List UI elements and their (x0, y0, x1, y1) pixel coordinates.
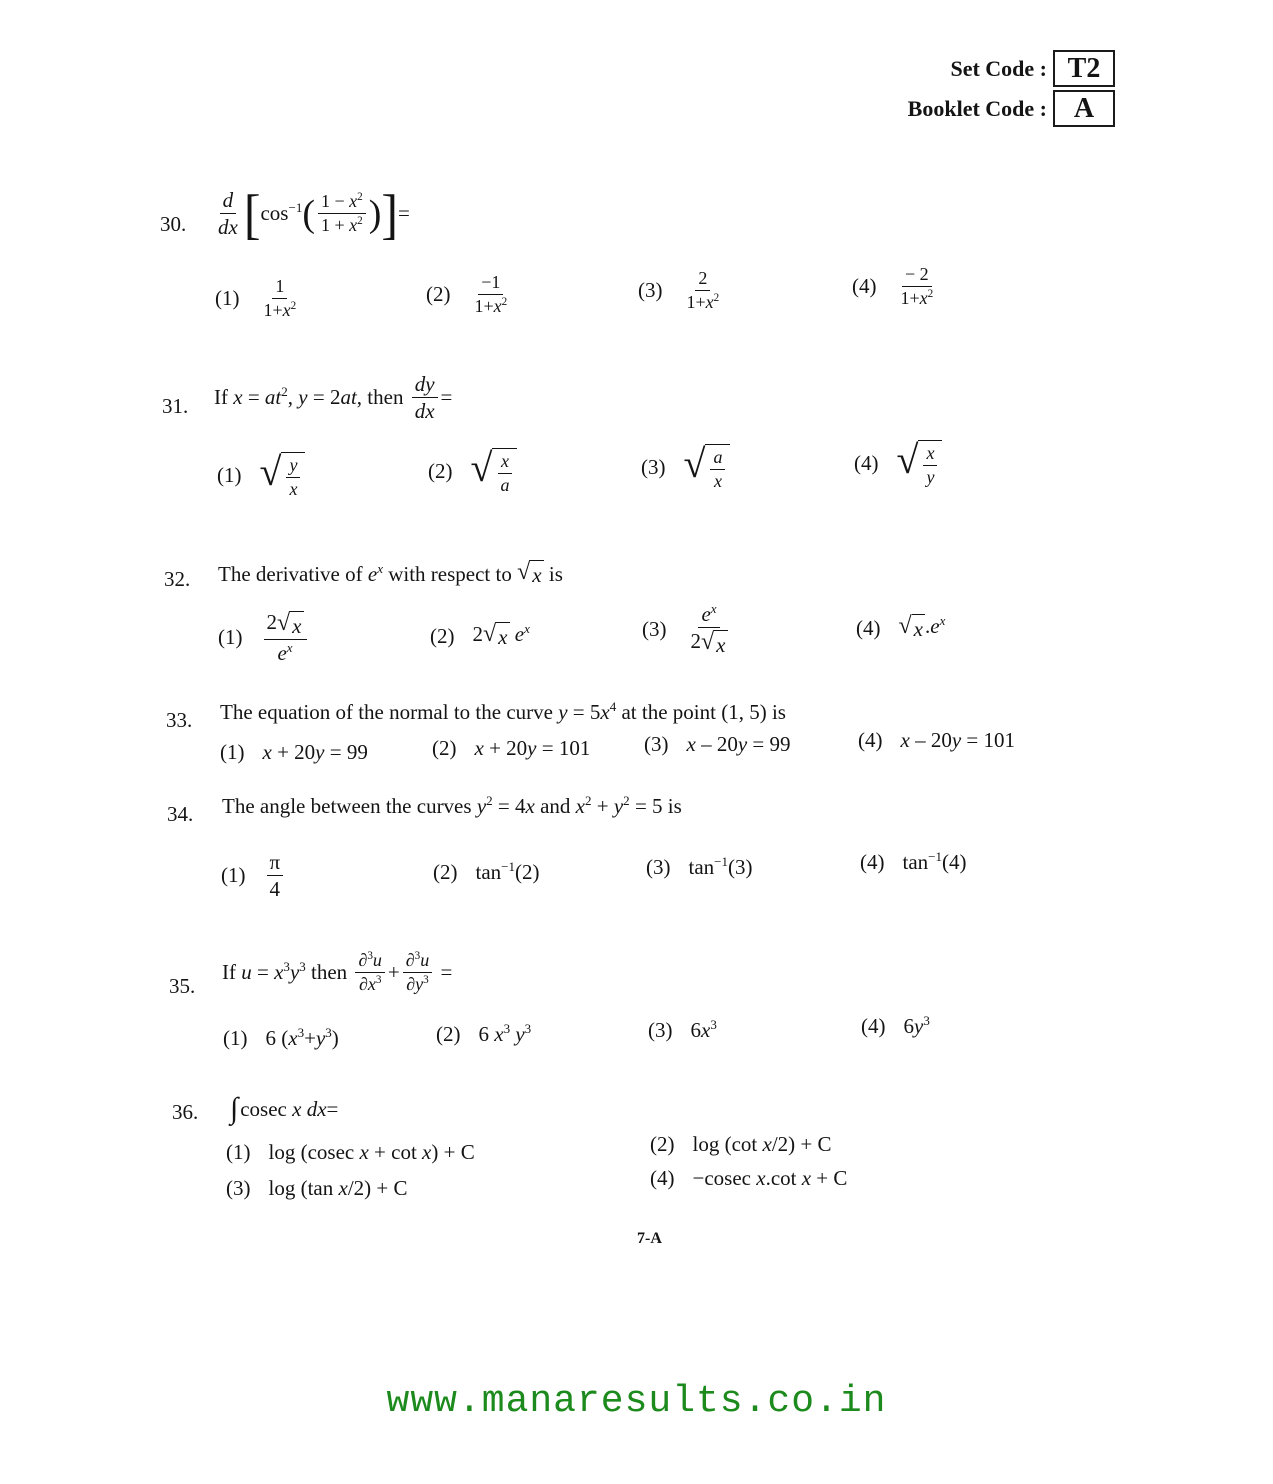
question-30-stem: $\frac{d}{dx}$ [ $\cos^{-1}$ ( $\frac{1 - x^2}{1 + x^2}$ ) ] = (218, 182, 410, 245)
option: (4) −cosec x.cot x + C (650, 1166, 848, 1190)
question-33-stem: The equation of the normal to the curve $y = 5x^4$ at the point (1, 5) is (220, 699, 786, 724)
option: (4) x – 20y = 101 (858, 728, 1015, 752)
watermark-link[interactable]: www.manaresults.co.in (386, 1380, 887, 1423)
question-34-stem: The angle between the curves $y^2 = 4x$ and $x^2 + y^2 = 5$ is (222, 793, 682, 818)
option: (2) log (cot x/2) + C (650, 1132, 832, 1156)
question-36-stem: ∫ cosec x dx= (230, 1092, 339, 1125)
option: (4) √ x $.e^x$ (856, 613, 946, 642)
option: (4) $\frac{- 2}{1+x^2}$ (852, 264, 934, 308)
question-number: 30. (160, 212, 187, 236)
option: (2) 6 $x^3$ $y^3$ (436, 1021, 532, 1046)
booklet-code-label: Booklet Code : (907, 95, 1047, 121)
question-number: 34. (167, 802, 194, 826)
question-number: 32. (164, 567, 191, 591)
option: (1) √ $\frac{y}{x}$ (217, 452, 305, 499)
question-32-stem: The derivative of $e^x$ with respect to √ x is (218, 559, 563, 587)
option: (1) 2 √ x $e^x$ (218, 610, 310, 665)
set-code-box: T2 (1053, 50, 1115, 87)
option: (1) $\frac{\pi}{4}$ (221, 850, 286, 901)
option: (2) √ $\frac{x}{a}$ (428, 448, 517, 495)
option: (3) $\tan^{-1}(3)$ (646, 854, 753, 879)
question-number: 31. (162, 394, 189, 418)
question-number: 36. (172, 1100, 199, 1124)
option: (1) $\frac{1}{1+x^2}$ (215, 276, 297, 320)
question-number: 35. (169, 974, 196, 998)
option: (2) $\frac{-1}{1+x^2}$ (426, 272, 508, 316)
option: (3) log (tan x/2) + C (226, 1176, 408, 1200)
set-code (950, 50, 1115, 87)
option: (4) √ $\frac{x}{y}$ (854, 440, 942, 487)
option: (1) x + 20y = 99 (220, 740, 368, 764)
booklet-code (908, 90, 1115, 127)
option: (3) √ $\frac{a}{x}$ (641, 444, 730, 491)
booklet-code-box: A (1053, 90, 1115, 127)
option: (3) $6x^3$ (648, 1017, 717, 1042)
option: (2) $\tan^{-1}(2)$ (433, 859, 540, 884)
option: (3) $e^x$ 2 √ x (642, 601, 726, 657)
option: (3) $\frac{2}{1+x^2}$ (638, 268, 720, 312)
option: (1) 6 $(x^3+y^3)$ (223, 1025, 339, 1050)
option: (4) $6y^3$ (861, 1013, 930, 1038)
set-code-label: Set Code : (950, 55, 1047, 81)
page-code: 7-A (637, 1230, 662, 1247)
option: (4) $\tan^{-1}(4)$ (860, 849, 967, 874)
question-31-stem: If $x = at^2$, y = 2at, then $\frac{dy}{dx}$ = (214, 372, 453, 424)
question-number: 33. (166, 708, 193, 732)
question-35-stem: If $u = x^3y^3$ then $\frac{\partial^3u}{\partial x^3}$ + $\frac{\partial^3u}{\partial y^3}$ = (222, 950, 453, 994)
option: (3) x – 20y = 99 (644, 732, 791, 756)
option: (2) 2 √ x $e^x$ (430, 621, 530, 650)
option: (1) log (cosec x + cot x) + C (226, 1140, 475, 1164)
option: (2) x + 20y = 101 (432, 736, 591, 760)
